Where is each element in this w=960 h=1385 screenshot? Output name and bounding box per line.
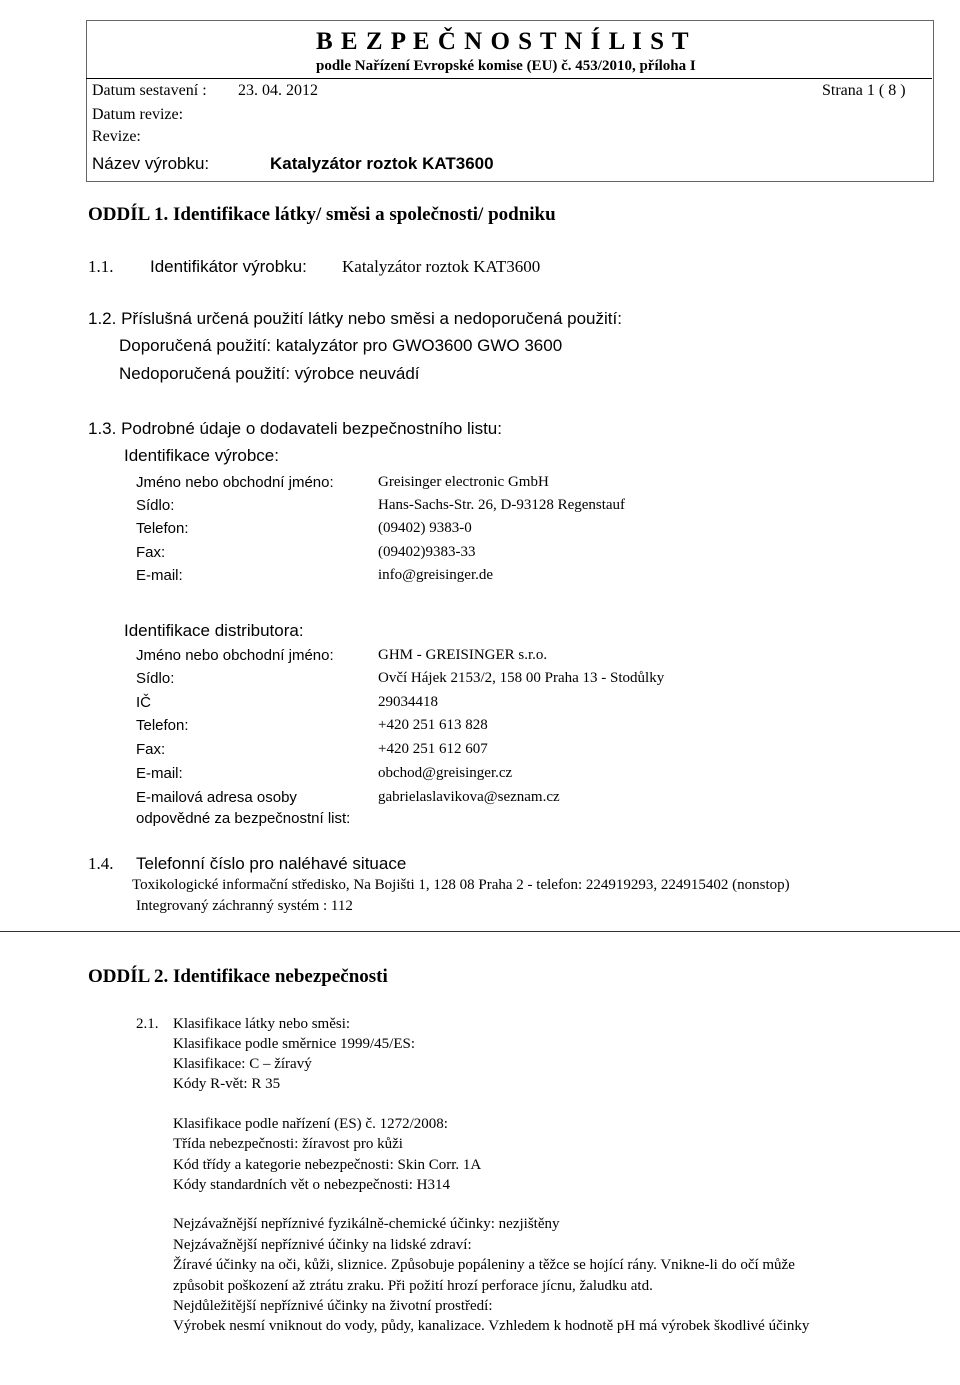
s12-title: 1.2. Příslušná určená použití látky nebo směsi a nedoporučená použití: xyxy=(88,309,622,328)
s14-number: 1.4. xyxy=(88,854,114,873)
s21-line: Žíravé účinky na oči, kůži, sliznice. Způsobuje popáleniny a těžce se hojící rány. Vnikne-li do očí může xyxy=(173,1257,795,1273)
s21-line: způsobit poškození až ztrátu zraku. Při požití hrozí perforace jícnu, žaludku atd. xyxy=(173,1278,653,1294)
distributor-email-label: E-mail: xyxy=(136,765,183,782)
distributor-address-label: Sídlo: xyxy=(136,670,175,687)
s21-line: Klasifikace podle směrnice 1999/45/ES: xyxy=(173,1036,416,1052)
responsible-email-label: E-mailová adresa osoby xyxy=(136,789,297,806)
s21-line: Klasifikace podle nařízení (ES) č. 1272/2008: xyxy=(173,1116,448,1132)
distributor-name-value: GHM - GREISINGER s.r.o. xyxy=(378,647,548,663)
manufacturer-heading: Identifikace výrobce: xyxy=(124,446,279,465)
s12-line2: Nedoporučená použití: výrobce neuvádí xyxy=(119,364,420,383)
s21-line: Kódy R-vět: R 35 xyxy=(173,1076,281,1092)
document-subtitle: podle Nařízení Evropské komise (EU) č. 453/2010, příloha I xyxy=(316,58,696,74)
distributor-ic-value: 29034418 xyxy=(378,694,438,710)
manufacturer-phone-label: Telefon: xyxy=(136,520,189,537)
manufacturer-name-label: Jméno nebo obchodní jméno: xyxy=(136,474,334,491)
s14-title: Telefonní číslo pro naléhavé situace xyxy=(136,854,407,873)
responsible-email-value[interactable]: gabrielaslavikova@seznam.cz xyxy=(378,789,560,805)
s11-label: Identifikátor výrobku: xyxy=(150,257,307,276)
manufacturer-address-label: Sídlo: xyxy=(136,497,175,514)
s21-line: Nejdůležitější nepříznivé účinky na životní prostředí: xyxy=(173,1298,493,1314)
distributor-heading: Identifikace distributora: xyxy=(124,621,304,640)
manufacturer-phone-value: (09402) 9383-0 xyxy=(378,520,472,536)
s12-line1: Doporučená použití: katalyzátor pro GWO3600 GWO 3600 xyxy=(119,336,563,355)
manufacturer-name-value: Greisinger electronic GmbH xyxy=(378,474,549,490)
date-value: 23. 04. 2012 xyxy=(238,82,318,99)
distributor-ic-label: IČ xyxy=(136,694,151,711)
section1-heading: ODDÍL 1. Identifikace látky/ směsi a společnosti/ podniku xyxy=(88,204,556,225)
manufacturer-address-value: Hans-Sachs-Str. 26, D-93128 Regenstauf xyxy=(378,497,626,513)
revision-date-label: Datum revize: xyxy=(92,106,184,123)
manufacturer-fax-label: Fax: xyxy=(136,544,166,561)
s21-number: 2.1. xyxy=(136,1016,159,1032)
section-divider xyxy=(0,931,960,932)
distributor-address-value: Ovčí Hájek 2153/2, 158 00 Praha 13 - Stodůlky xyxy=(378,670,665,686)
s21-line: Kódy standardních vět o nebezpečnosti: H314 xyxy=(173,1177,451,1193)
s21-line: Nejzávažnější nepříznivé fyzikálně-chemické účinky: nezjištěny xyxy=(173,1216,560,1232)
revision-label: Revize: xyxy=(92,128,141,145)
distributor-email-value[interactable]: obchod@greisinger.cz xyxy=(378,765,513,781)
date-label: Datum sestavení : xyxy=(92,82,207,99)
distributor-name-label: Jméno nebo obchodní jméno: xyxy=(136,647,334,664)
manufacturer-fax-value: (09402)9383-33 xyxy=(378,544,476,560)
s21-line: Klasifikace: C – žíravý xyxy=(173,1056,312,1072)
s13-title: 1.3. Podrobné údaje o dodavateli bezpečnostního listu: xyxy=(88,419,502,438)
s21-line: Nejzávažnější nepříznivé účinky na lidské zdraví: xyxy=(173,1237,472,1253)
s21-line: Výrobek nesmí vniknout do vody, půdy, kanalizace. Vzhledem k hodnotě pH má výrobek škodlivé účinky xyxy=(173,1318,810,1334)
s14-line2: Integrovaný záchranný systém : 112 xyxy=(136,898,353,914)
distributor-phone-value: +420 251 613 828 xyxy=(378,717,488,733)
s14-line1: Toxikologické informační středisko, Na Bojišti 1, 128 08 Praha 2 - telefon: 224919293, 224915402 (nonstop) xyxy=(132,877,790,893)
s11-value: Katalyzátor roztok KAT3600 xyxy=(342,257,541,276)
page-number: Strana 1 ( 8 ) xyxy=(822,82,906,99)
distributor-fax-label: Fax: xyxy=(136,741,166,758)
s21-line: Kód třídy a kategorie nebezpečnosti: Skin Corr. 1A xyxy=(173,1157,482,1173)
distributor-fax-value: +420 251 612 607 xyxy=(378,741,488,757)
s11-number: 1.1. xyxy=(88,257,114,276)
product-name-value: Katalyzátor roztok KAT3600 xyxy=(270,154,494,173)
manufacturer-email-value[interactable]: info@greisinger.de xyxy=(378,567,494,583)
header-divider xyxy=(86,78,932,79)
manufacturer-email-label: E-mail: xyxy=(136,567,183,584)
document-title: B E Z P E Č N O S T N Í L I S T xyxy=(316,28,690,55)
distributor-phone-label: Telefon: xyxy=(136,717,189,734)
s21-line: Klasifikace látky nebo směsi: xyxy=(173,1016,351,1032)
product-name-label: Název výrobku: xyxy=(92,154,210,173)
section2-heading: ODDÍL 2. Identifikace nebezpečnosti xyxy=(88,966,388,987)
s21-line: Třída nebezpečnosti: žíravost pro kůži xyxy=(173,1136,403,1152)
responsible-email-label-cont: odpovědné za bezpečnostní list: xyxy=(136,810,351,827)
